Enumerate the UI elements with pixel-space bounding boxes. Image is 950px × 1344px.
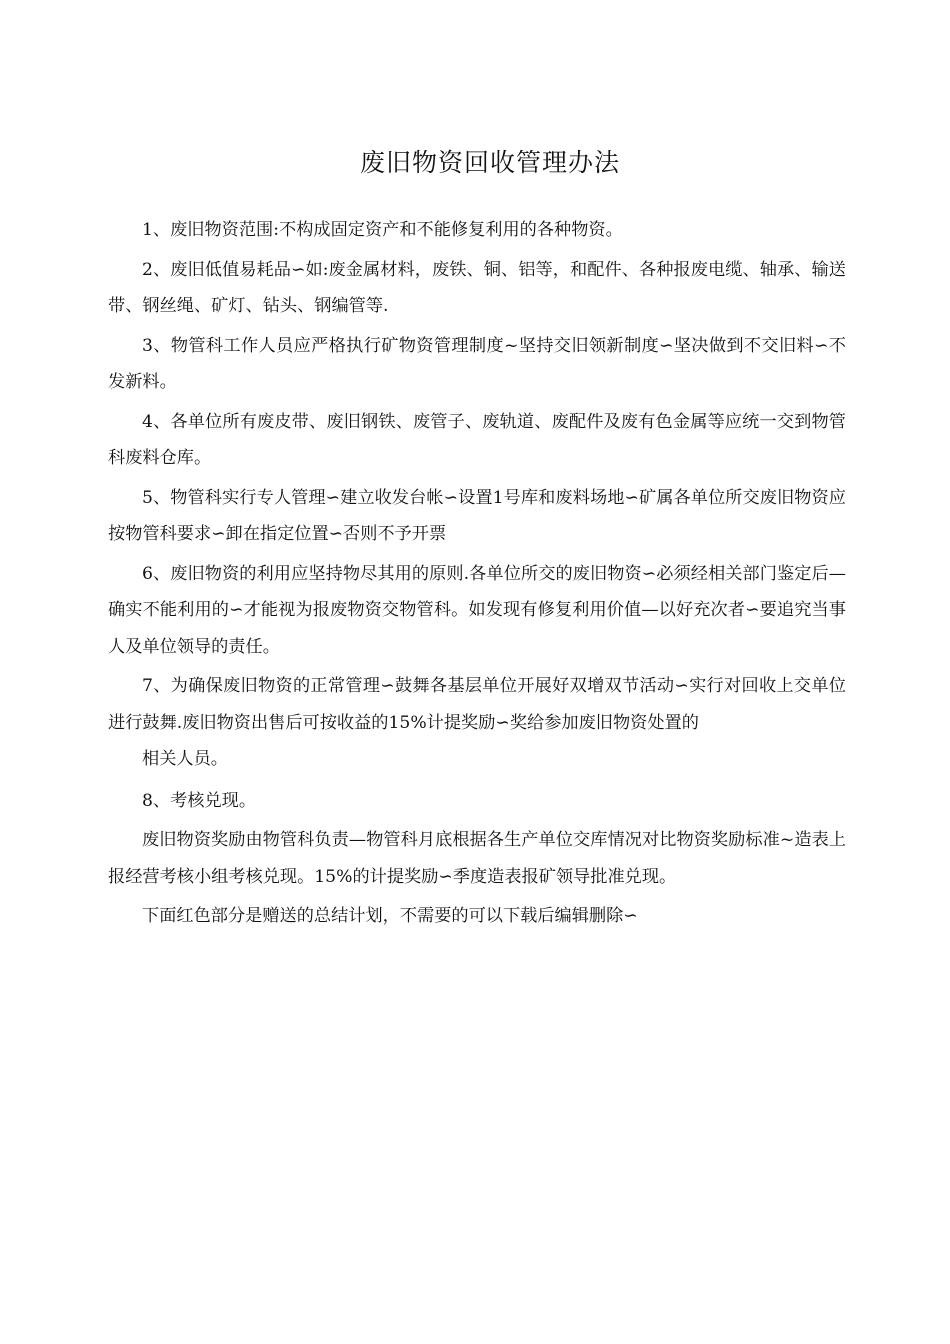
section-8-heading: 8、考核兑现。 [142, 790, 257, 811]
paragraph-3: 3、物管科工作人员应严格执行矿物资管理制度~坚持交旧领新制度∽坚决做到不交旧料∽不发新料。 [108, 335, 846, 392]
paragraph-6: 6、废旧物资的利用应坚持物尽其用的原则.各单位所交的废旧物资∽必须经相关部门鉴定后—确实不能利用的∽才能视为报废物资交物管科。如发现有修复利用价值—以好充次者∽要追究当事人及单位领导的责任。 [108, 563, 846, 657]
paragraph-7: 7、为确保废旧物资的正常管理∽鼓舞各基层单位开展好双增双节活动∽实行对回收上交单位进行鼓舞.废旧物资出售后可按收益的15%计提奖励∽奖给参加废旧物资处置的 [108, 676, 846, 733]
section-8-body: 废旧物资奖励由物管科负责—物管科月底根据各生产单位交库情况对比物资奖励标准~造表上报经营考核小组考核兑现。15%的计提奖励∽季度造表报矿领导批准兑现。 [108, 830, 846, 887]
paragraph-4: 4、各单位所有废皮带、废旧钢铁、废管子、废轨道、废配件及废有色金属等应统一交到物管科废料仓库。 [108, 411, 846, 468]
editing-note: 下面红色部分是赠送的总结计划，不需要的可以下载后编辑删除∽ [142, 906, 638, 926]
document-body [108, 212, 846, 938]
document-title: 废旧物资回收管理办法 [359, 148, 620, 177]
paragraph-2: 2、废旧低值易耗品∽如:废金属材料，废铁、铜、铝等，和配件、各种报废电缆、轴承、输送带、钢丝绳、矿灯、钻头、钢编管等. [108, 259, 846, 316]
paragraph-5: 5、物管科实行专人管理∽建立收发台帐∽设置1号库和废料场地∽矿属各单位所交废旧物资应按物管科要求∽卸在指定位置∽否则不予开票 [108, 487, 846, 544]
paragraph-7-continuation: 相关人员。 [142, 749, 228, 769]
paragraph-1: 1、废旧物资范围:不构成固定资产和不能修复利用的各种物资。 [142, 220, 623, 240]
